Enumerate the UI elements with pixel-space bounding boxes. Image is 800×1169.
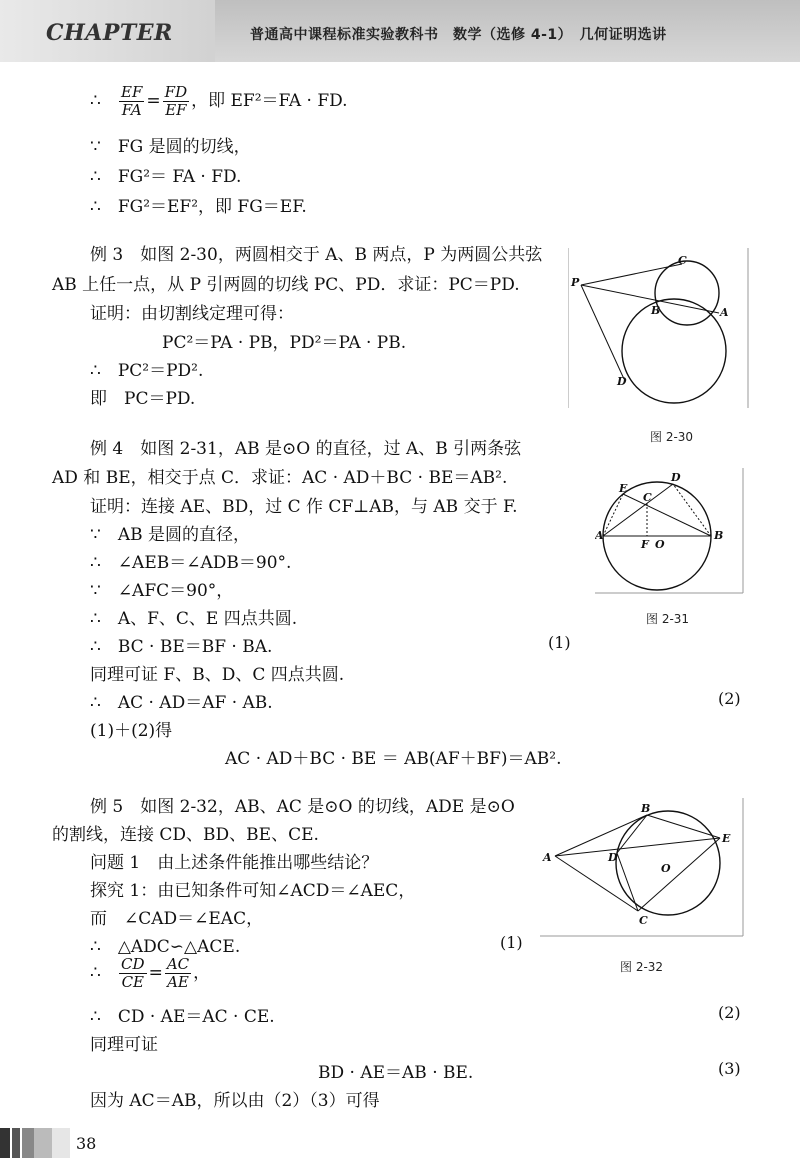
proof-line-1: ∴ $\frac{EF}{FA}$ = $\frac{FD}{EF}$ ，即 EF²＝FA · FD. (90, 83, 348, 119)
fig30-label-a: A (720, 306, 729, 319)
figure-2-32 (540, 798, 745, 942)
fraction-fd-ef: $\frac{FD}{EF}$ (164, 83, 188, 119)
example-4-line-12: AC · AD＋BC · BE ＝ AB(AF＋BF)＝AB². (225, 749, 562, 769)
figure-2-32-diagram (540, 798, 745, 938)
fig30-label-c: C (678, 254, 687, 267)
fig31-label-a: A (595, 529, 604, 542)
example-4-line-6: ∵ ∠AFC＝90°， (90, 581, 234, 601)
equation-number-1b: (1) (500, 933, 523, 952)
equation-number-2: (2) (718, 689, 741, 708)
fig32-label-e: E (722, 832, 731, 845)
proof-line-4: ∴ FG²＝EF²，即 FG＝EF. (90, 197, 307, 217)
example-5-line-2: 的割线，连接 CD、BD、BE、CE. (52, 825, 319, 845)
example-5-line-11: 因为 AC＝AB，所以由（2）（3）可得 (90, 1091, 380, 1111)
example-4-line-1: 例 4 如图 2-31，AB 是⊙O 的直径，过 A、B 引两条弦 (90, 439, 522, 459)
example-5-line-9: 同理可证 (90, 1035, 158, 1055)
fig32-label-o: O (661, 862, 671, 875)
therefore-symbol: ∴ (90, 91, 101, 111)
fig30-label-d: D (617, 375, 627, 388)
series-title: 普通高中课程标准实验教科书 数学（选修 4-1） 几何证明选讲 (250, 27, 667, 43)
example-4-line-11: (1)＋(2)得 (90, 721, 173, 741)
page-header (0, 0, 800, 62)
fig31-label-f: F (641, 538, 649, 551)
example-3-line-1: 例 3 如图 2-30，两圆相交于 A、B 两点，P 为两圆公共弦 (90, 245, 543, 265)
fraction-ef-fa: $\frac{EF}{FA}$ (121, 83, 143, 119)
proof-line-2: ∵ FG 是圆的切线， (90, 137, 251, 157)
fig31-label-o: O (655, 538, 665, 551)
example-3-line-2: AB 上任一点，从 P 引两圆的切线 PC、PD．求证：PC＝PD. (52, 275, 520, 295)
page-number: 38 (76, 1134, 97, 1153)
therefore-symbol-2: ∴ (90, 963, 101, 983)
fig31-label-b: B (714, 529, 724, 542)
example-3-line-5: ∴ PC²＝PD². (90, 361, 204, 381)
example-5-line-1: 例 5 如图 2-32，AB、AC 是⊙O 的切线，ADE 是⊙O (90, 797, 515, 817)
example-3-line-4: PC²＝PA · PB，PD²＝PA · PB. (162, 333, 407, 353)
figure-2-31-caption: 图 2-31 (646, 612, 690, 626)
figure-2-30 (568, 248, 750, 420)
chapter-label: CHAPTER (46, 20, 173, 46)
fig30-label-b: B (651, 304, 661, 317)
equation-number-1: (1) (548, 633, 571, 652)
fig30-label-p: P (571, 276, 580, 289)
example-5-line-10: BD · AE＝AB · BE. (318, 1063, 474, 1083)
proof-line-3: ∴ FG²＝ FA · FD. (90, 167, 242, 187)
fig32-label-d: D (608, 851, 618, 864)
example-4-line-4: ∵ AB 是圆的直径， (90, 525, 250, 545)
example-4-line-10: ∴ AC · AD＝AF · AB. (90, 693, 273, 713)
example-4-line-3: 证明：连接 AE、BD，过 C 作 CF⊥AB，与 AB 交于 F. (90, 497, 518, 517)
fraction-ac-ae: $\frac{AC}{AE}$ (166, 955, 190, 991)
example-5-line-6: ∴ △ADC∽△ACE. (90, 937, 241, 957)
figure-2-31-diagram (595, 468, 745, 596)
example-5-line-8: ∴ CD · AE＝AC · CE. (90, 1007, 275, 1027)
example-5-line-7: ∴ $\frac{CD}{CE}$ = $\frac{AC}{AE}$ ， (90, 955, 211, 991)
fig32-label-b: B (641, 802, 651, 815)
fig32-label-a: A (543, 851, 552, 864)
example-4-line-5: ∴ ∠AEB＝∠ADB＝90°. (90, 553, 292, 573)
example-5-line-4: 探究 1：由已知条件可知∠ACD＝∠AEC， (90, 881, 416, 901)
figure-2-30-caption: 图 2-30 (650, 430, 694, 444)
fig31-label-d: D (671, 471, 681, 484)
equation-number-3: (3) (718, 1059, 741, 1078)
example-3-line-3: 证明：由切割线定理可得： (90, 304, 294, 324)
fig32-label-c: C (639, 914, 648, 927)
fig31-label-c: C (643, 491, 652, 504)
example-5-line-5: 而 ∠CAD＝∠EAC， (90, 909, 264, 929)
footer-decoration (0, 1128, 70, 1158)
example-5-line-3: 问题 1 由上述条件能推出哪些结论？ (90, 853, 379, 873)
example-4-line-7: ∴ A、F、C、E 四点共圆. (90, 609, 298, 629)
example-4-line-9: 同理可证 F、B、D、C 四点共圆. (90, 665, 345, 685)
figure-2-30-diagram (568, 248, 750, 416)
figure-2-31 (595, 468, 745, 600)
example-4-line-2: AD 和 BE，相交于点 C．求证：AC · AD＋BC · BE＝AB². (52, 468, 508, 488)
fig31-label-e: E (619, 482, 628, 495)
example-4-line-8: ∴ BC · BE＝BF · BA. (90, 637, 273, 657)
fraction-cd-ce: $\frac{CD}{CE}$ (121, 955, 145, 991)
equation-number-2b: (2) (718, 1003, 741, 1022)
example-3-line-6: 即 PC＝PD. (90, 389, 196, 409)
figure-2-32-caption: 图 2-32 (620, 960, 664, 974)
